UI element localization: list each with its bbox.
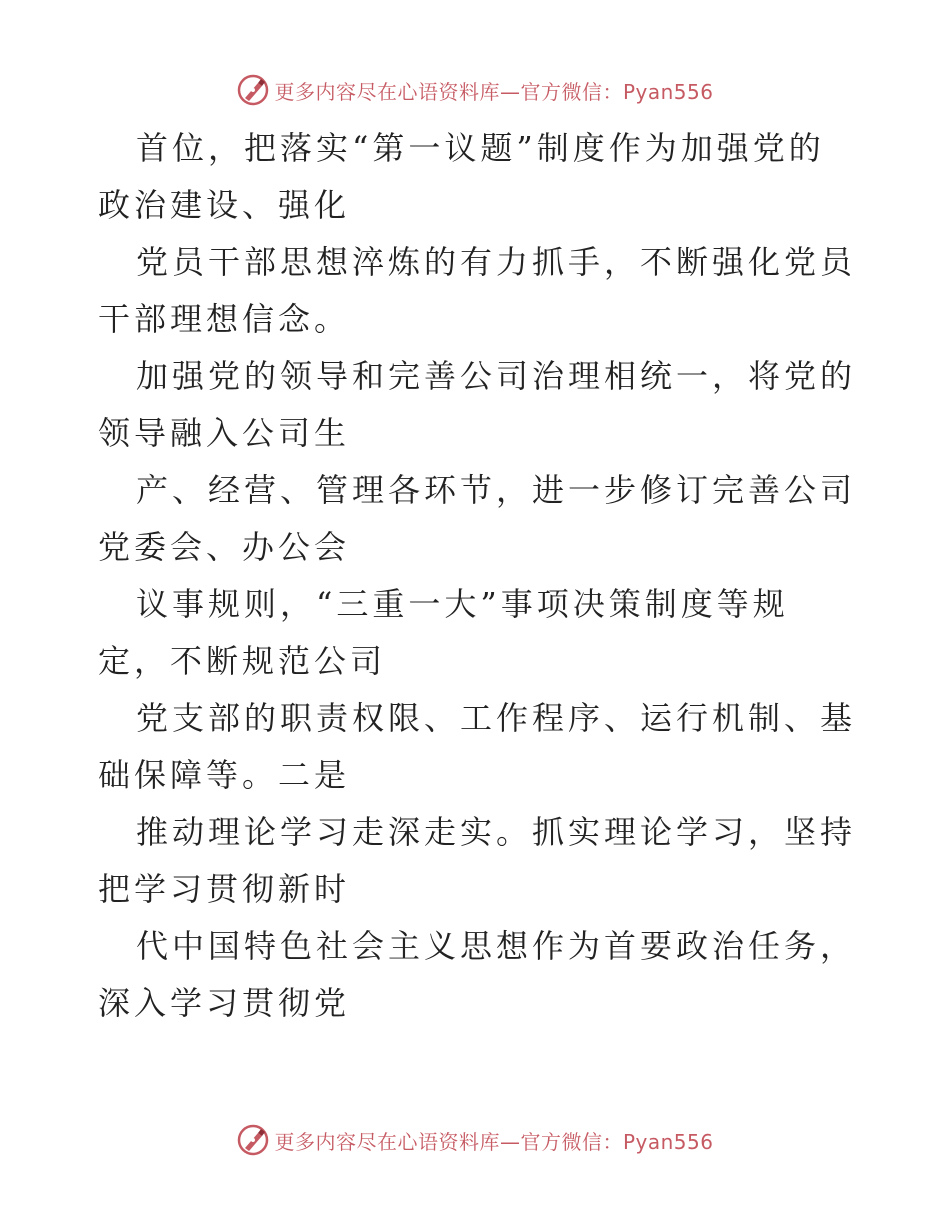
paragraph: 议事规则，“三重一大”事项决策制度等规定，不断规范公司 bbox=[98, 585, 789, 680]
document-body bbox=[98, 120, 858, 1032]
header-banner-text: 更多内容尽在心语资料库—官方微信：Pyan556 bbox=[274, 79, 714, 104]
footer-banner-text: 更多内容尽在心语资料库—官方微信：Pyan556 bbox=[274, 1129, 714, 1154]
paragraph: 党支部的职责权限、工作程序、运行机制、基础保障等。二是 bbox=[98, 699, 857, 794]
paragraph: 党员干部思想淬炼的有力抓手，不断强化党员干部理想信念。 bbox=[98, 243, 857, 338]
pen-logo-icon bbox=[236, 1123, 270, 1157]
paragraph: 产、经营、管理各环节，进一步修订完善公司党委会、办公会 bbox=[98, 471, 857, 566]
paragraph: 加强党的领导和完善公司治理相统一，将党的领导融入公司生 bbox=[98, 357, 857, 452]
paragraph: 代中国特色社会主义思想作为首要政治任务，深入学习贯彻党 bbox=[98, 927, 857, 1022]
footer-banner bbox=[0, 1120, 950, 1160]
pen-logo-icon bbox=[236, 73, 270, 107]
header-banner bbox=[0, 70, 950, 110]
paragraph: 首位，把落实“第一议题”制度作为加强党的政治建设、强化 bbox=[98, 129, 825, 224]
paragraph: 推动理论学习走深走实。抓实理论学习，坚持把学习贯彻新时 bbox=[98, 813, 857, 908]
